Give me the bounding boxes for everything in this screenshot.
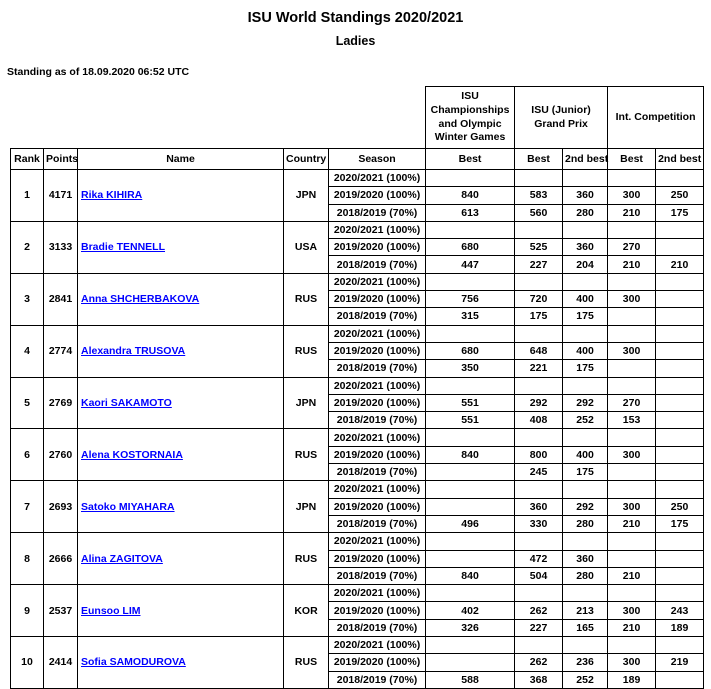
season-cell: 2020/2021 (100%) xyxy=(329,221,426,238)
season-cell: 2018/2019 (70%) xyxy=(329,360,426,377)
country-cell: RUS xyxy=(284,273,329,325)
value-cell xyxy=(608,221,656,238)
value-cell: 280 xyxy=(563,515,608,532)
value-cell: 300 xyxy=(608,342,656,359)
value-cell xyxy=(426,533,515,550)
value-cell: 210 xyxy=(656,256,704,273)
skater-link[interactable]: Anna SHCHERBAKOVA xyxy=(81,293,200,306)
value-cell xyxy=(563,481,608,498)
value-cell xyxy=(656,377,704,394)
value-cell: 227 xyxy=(515,619,563,636)
value-cell xyxy=(656,429,704,446)
points-cell: 2769 xyxy=(44,377,78,429)
season-cell: 2019/2020 (100%) xyxy=(329,291,426,308)
value-cell: 330 xyxy=(515,515,563,532)
value-cell: 840 xyxy=(426,187,515,204)
season-cell: 2020/2021 (100%) xyxy=(329,170,426,187)
value-cell xyxy=(656,273,704,290)
season-cell: 2018/2019 (70%) xyxy=(329,308,426,325)
standings-body xyxy=(11,170,704,689)
value-cell: 800 xyxy=(515,446,563,463)
value-cell: 300 xyxy=(608,187,656,204)
value-cell: 756 xyxy=(426,291,515,308)
season-row xyxy=(11,170,704,187)
points-cell: 2537 xyxy=(44,585,78,637)
value-cell xyxy=(426,654,515,671)
value-cell: 447 xyxy=(426,256,515,273)
value-cell: 326 xyxy=(426,619,515,636)
season-cell: 2018/2019 (70%) xyxy=(329,567,426,584)
value-cell: 300 xyxy=(608,446,656,463)
value-cell xyxy=(426,377,515,394)
value-cell: 408 xyxy=(515,412,563,429)
value-cell: 189 xyxy=(656,619,704,636)
season-cell: 2020/2021 (100%) xyxy=(329,533,426,550)
value-cell: 227 xyxy=(515,256,563,273)
group-header-championships: ISU Championships and Olympic Winter Games xyxy=(426,87,515,149)
value-cell xyxy=(656,360,704,377)
value-cell xyxy=(656,239,704,256)
column-header-row xyxy=(11,149,704,170)
value-cell: 221 xyxy=(515,360,563,377)
group-header-int-competition: Int. Competition xyxy=(608,87,704,149)
value-cell xyxy=(515,429,563,446)
season-row xyxy=(11,481,704,498)
country-cell: KOR xyxy=(284,585,329,637)
value-cell: 292 xyxy=(515,394,563,411)
points-cell: 2841 xyxy=(44,273,78,325)
value-cell xyxy=(515,273,563,290)
value-cell xyxy=(656,533,704,550)
name-cell xyxy=(78,325,284,377)
country-cell: RUS xyxy=(284,533,329,585)
value-cell xyxy=(563,429,608,446)
value-cell: 175 xyxy=(563,464,608,481)
season-cell: 2020/2021 (100%) xyxy=(329,273,426,290)
country-cell: USA xyxy=(284,221,329,273)
points-cell: 2774 xyxy=(44,325,78,377)
page-title: ISU World Standings 2020/2021 xyxy=(247,10,464,26)
value-cell xyxy=(656,637,704,654)
value-cell xyxy=(608,585,656,602)
column-header-champ-best: Best xyxy=(426,149,515,170)
value-cell: 262 xyxy=(515,654,563,671)
value-cell: 262 xyxy=(515,602,563,619)
value-cell xyxy=(426,170,515,187)
value-cell: 300 xyxy=(608,602,656,619)
season-cell: 2018/2019 (70%) xyxy=(329,256,426,273)
season-cell: 2018/2019 (70%) xyxy=(329,671,426,688)
points-cell: 2693 xyxy=(44,481,78,533)
value-cell xyxy=(426,464,515,481)
season-cell: 2019/2020 (100%) xyxy=(329,550,426,567)
column-header-country: Country xyxy=(284,149,329,170)
season-row xyxy=(11,637,704,654)
value-cell: 588 xyxy=(426,671,515,688)
country-cell: JPN xyxy=(284,481,329,533)
value-cell: 400 xyxy=(563,342,608,359)
value-cell xyxy=(608,377,656,394)
header-spacer xyxy=(11,87,426,149)
value-cell xyxy=(608,360,656,377)
skater-link[interactable]: Bradie TENNELL xyxy=(81,241,166,254)
column-header-jgp-2nd-best: 2nd best xyxy=(563,149,608,170)
column-header-points: Points xyxy=(44,149,78,170)
value-cell xyxy=(656,446,704,463)
season-row xyxy=(11,429,704,446)
value-cell: 613 xyxy=(426,204,515,221)
value-cell: 189 xyxy=(608,671,656,688)
value-cell xyxy=(515,221,563,238)
value-cell: 472 xyxy=(515,550,563,567)
value-cell: 210 xyxy=(608,256,656,273)
value-cell xyxy=(656,412,704,429)
value-cell xyxy=(656,291,704,308)
value-cell xyxy=(426,498,515,515)
rank-cell: 6 xyxy=(11,429,44,481)
skater-link[interactable]: Alexandra TRUSOVA xyxy=(81,345,186,358)
value-cell xyxy=(563,273,608,290)
season-cell: 2020/2021 (100%) xyxy=(329,377,426,394)
season-cell: 2020/2021 (100%) xyxy=(329,325,426,342)
value-cell xyxy=(656,550,704,567)
value-cell: 551 xyxy=(426,412,515,429)
season-cell: 2019/2020 (100%) xyxy=(329,498,426,515)
value-cell xyxy=(656,464,704,481)
value-cell: 551 xyxy=(426,394,515,411)
value-cell xyxy=(515,377,563,394)
name-cell xyxy=(78,637,284,689)
season-cell: 2019/2020 (100%) xyxy=(329,602,426,619)
rank-cell: 8 xyxy=(11,533,44,585)
group-header-junior-grand-prix: ISU (Junior) Grand Prix xyxy=(515,87,608,149)
value-cell xyxy=(563,325,608,342)
value-cell: 270 xyxy=(608,239,656,256)
column-header-jgp-best: Best xyxy=(515,149,563,170)
points-cell: 2760 xyxy=(44,429,78,481)
value-cell: 175 xyxy=(563,360,608,377)
season-row xyxy=(11,221,704,238)
value-cell: 213 xyxy=(563,602,608,619)
value-cell: 210 xyxy=(608,204,656,221)
standings-table xyxy=(10,86,704,689)
value-cell xyxy=(656,567,704,584)
value-cell: 210 xyxy=(608,619,656,636)
value-cell: 680 xyxy=(426,342,515,359)
value-cell: 583 xyxy=(515,187,563,204)
points-cell: 2414 xyxy=(44,637,78,689)
value-cell: 360 xyxy=(563,239,608,256)
season-cell: 2018/2019 (70%) xyxy=(329,515,426,532)
name-cell xyxy=(78,533,284,585)
skater-link[interactable]: Satoko MIYAHARA xyxy=(81,500,175,513)
skater-link[interactable]: Alena KOSTORNAIA xyxy=(81,448,183,461)
value-cell xyxy=(656,325,704,342)
rank-cell: 2 xyxy=(11,221,44,273)
value-cell xyxy=(563,170,608,187)
value-cell xyxy=(426,637,515,654)
value-cell: 360 xyxy=(563,187,608,204)
rank-cell: 4 xyxy=(11,325,44,377)
skater-link[interactable]: Kaori SAKAMOTO xyxy=(81,396,172,409)
country-cell: RUS xyxy=(284,637,329,689)
value-cell: 280 xyxy=(563,204,608,221)
country-cell: RUS xyxy=(284,429,329,481)
value-cell: 360 xyxy=(515,498,563,515)
column-header-name: Name xyxy=(78,149,284,170)
season-cell: 2020/2021 (100%) xyxy=(329,637,426,654)
season-row xyxy=(11,585,704,602)
value-cell xyxy=(563,377,608,394)
value-cell: 300 xyxy=(608,291,656,308)
value-cell: 315 xyxy=(426,308,515,325)
value-cell: 840 xyxy=(426,446,515,463)
rank-cell: 10 xyxy=(11,637,44,689)
value-cell: 210 xyxy=(608,515,656,532)
value-cell: 496 xyxy=(426,515,515,532)
value-cell xyxy=(426,429,515,446)
value-cell xyxy=(656,671,704,688)
name-cell xyxy=(78,429,284,481)
value-cell xyxy=(563,221,608,238)
season-cell: 2018/2019 (70%) xyxy=(329,412,426,429)
value-cell: 300 xyxy=(608,654,656,671)
value-cell: 402 xyxy=(426,602,515,619)
value-cell: 292 xyxy=(563,498,608,515)
value-cell: 165 xyxy=(563,619,608,636)
column-header-season: Season xyxy=(329,149,426,170)
season-cell: 2019/2020 (100%) xyxy=(329,187,426,204)
value-cell xyxy=(426,481,515,498)
group-header-row xyxy=(11,87,704,149)
rank-cell: 5 xyxy=(11,377,44,429)
name-cell xyxy=(78,221,284,273)
points-cell: 2666 xyxy=(44,533,78,585)
value-cell: 175 xyxy=(515,308,563,325)
value-cell: 243 xyxy=(656,602,704,619)
standing-note: Standing as of 18.09.2020 06:52 UTC xyxy=(7,66,190,78)
value-cell: 560 xyxy=(515,204,563,221)
skater-link[interactable]: Eunsoo LIM xyxy=(81,604,141,617)
value-cell xyxy=(608,308,656,325)
value-cell: 400 xyxy=(563,446,608,463)
value-cell: 245 xyxy=(515,464,563,481)
value-cell: 236 xyxy=(563,654,608,671)
season-cell: 2019/2020 (100%) xyxy=(329,654,426,671)
value-cell: 250 xyxy=(656,187,704,204)
value-cell: 252 xyxy=(563,671,608,688)
rank-cell: 3 xyxy=(11,273,44,325)
season-cell: 2020/2021 (100%) xyxy=(329,481,426,498)
value-cell xyxy=(515,170,563,187)
name-cell xyxy=(78,377,284,429)
season-cell: 2019/2020 (100%) xyxy=(329,239,426,256)
value-cell xyxy=(515,325,563,342)
column-header-int-2nd-best: 2nd best xyxy=(656,149,704,170)
value-cell: 300 xyxy=(608,498,656,515)
value-cell: 175 xyxy=(563,308,608,325)
value-cell xyxy=(608,273,656,290)
points-cell: 3133 xyxy=(44,221,78,273)
season-cell: 2019/2020 (100%) xyxy=(329,446,426,463)
value-cell: 175 xyxy=(656,515,704,532)
value-cell xyxy=(608,533,656,550)
value-cell xyxy=(608,464,656,481)
value-cell xyxy=(563,533,608,550)
value-cell: 840 xyxy=(426,567,515,584)
value-cell: 175 xyxy=(656,204,704,221)
season-cell: 2018/2019 (70%) xyxy=(329,619,426,636)
country-cell: JPN xyxy=(284,170,329,222)
season-cell: 2018/2019 (70%) xyxy=(329,204,426,221)
value-cell: 680 xyxy=(426,239,515,256)
season-cell: 2020/2021 (100%) xyxy=(329,429,426,446)
value-cell xyxy=(656,585,704,602)
value-cell xyxy=(656,481,704,498)
value-cell: 350 xyxy=(426,360,515,377)
season-row xyxy=(11,273,704,290)
country-cell: RUS xyxy=(284,325,329,377)
page-subtitle: Ladies xyxy=(335,34,376,48)
value-cell: 204 xyxy=(563,256,608,273)
value-cell xyxy=(426,221,515,238)
name-cell xyxy=(78,273,284,325)
value-cell xyxy=(515,585,563,602)
value-cell xyxy=(656,394,704,411)
skater-link[interactable]: Rika KIHIRA xyxy=(81,189,143,202)
value-cell xyxy=(608,429,656,446)
value-cell xyxy=(656,342,704,359)
value-cell: 368 xyxy=(515,671,563,688)
value-cell xyxy=(656,170,704,187)
value-cell xyxy=(608,550,656,567)
value-cell xyxy=(608,481,656,498)
value-cell xyxy=(608,637,656,654)
rank-cell: 9 xyxy=(11,585,44,637)
column-header-rank: Rank xyxy=(11,149,44,170)
season-cell: 2019/2020 (100%) xyxy=(329,342,426,359)
value-cell xyxy=(426,273,515,290)
season-row xyxy=(11,533,704,550)
value-cell xyxy=(426,585,515,602)
value-cell xyxy=(515,481,563,498)
season-cell: 2018/2019 (70%) xyxy=(329,464,426,481)
name-cell xyxy=(78,170,284,222)
value-cell xyxy=(563,585,608,602)
value-cell xyxy=(563,637,608,654)
rank-cell: 7 xyxy=(11,481,44,533)
value-cell xyxy=(656,221,704,238)
value-cell xyxy=(426,550,515,567)
value-cell: 720 xyxy=(515,291,563,308)
country-cell: JPN xyxy=(284,377,329,429)
season-row xyxy=(11,325,704,342)
column-header-int-best: Best xyxy=(608,149,656,170)
value-cell xyxy=(515,533,563,550)
value-cell xyxy=(608,325,656,342)
value-cell: 280 xyxy=(563,567,608,584)
points-cell: 4171 xyxy=(44,170,78,222)
value-cell: 219 xyxy=(656,654,704,671)
value-cell: 648 xyxy=(515,342,563,359)
season-cell: 2019/2020 (100%) xyxy=(329,394,426,411)
value-cell: 270 xyxy=(608,394,656,411)
value-cell: 360 xyxy=(563,550,608,567)
skater-link[interactable]: Alina ZAGITOVA xyxy=(81,552,163,565)
value-cell: 250 xyxy=(656,498,704,515)
season-cell: 2020/2021 (100%) xyxy=(329,585,426,602)
name-cell xyxy=(78,585,284,637)
value-cell xyxy=(515,637,563,654)
value-cell xyxy=(656,308,704,325)
value-cell: 525 xyxy=(515,239,563,256)
value-cell: 153 xyxy=(608,412,656,429)
value-cell: 210 xyxy=(608,567,656,584)
season-row xyxy=(11,377,704,394)
value-cell xyxy=(426,325,515,342)
rank-cell: 1 xyxy=(11,170,44,222)
name-cell xyxy=(78,481,284,533)
value-cell xyxy=(608,170,656,187)
value-cell: 400 xyxy=(563,291,608,308)
skater-link[interactable]: Sofia SAMODUROVA xyxy=(81,656,186,669)
value-cell: 292 xyxy=(563,394,608,411)
value-cell: 504 xyxy=(515,567,563,584)
value-cell: 252 xyxy=(563,412,608,429)
